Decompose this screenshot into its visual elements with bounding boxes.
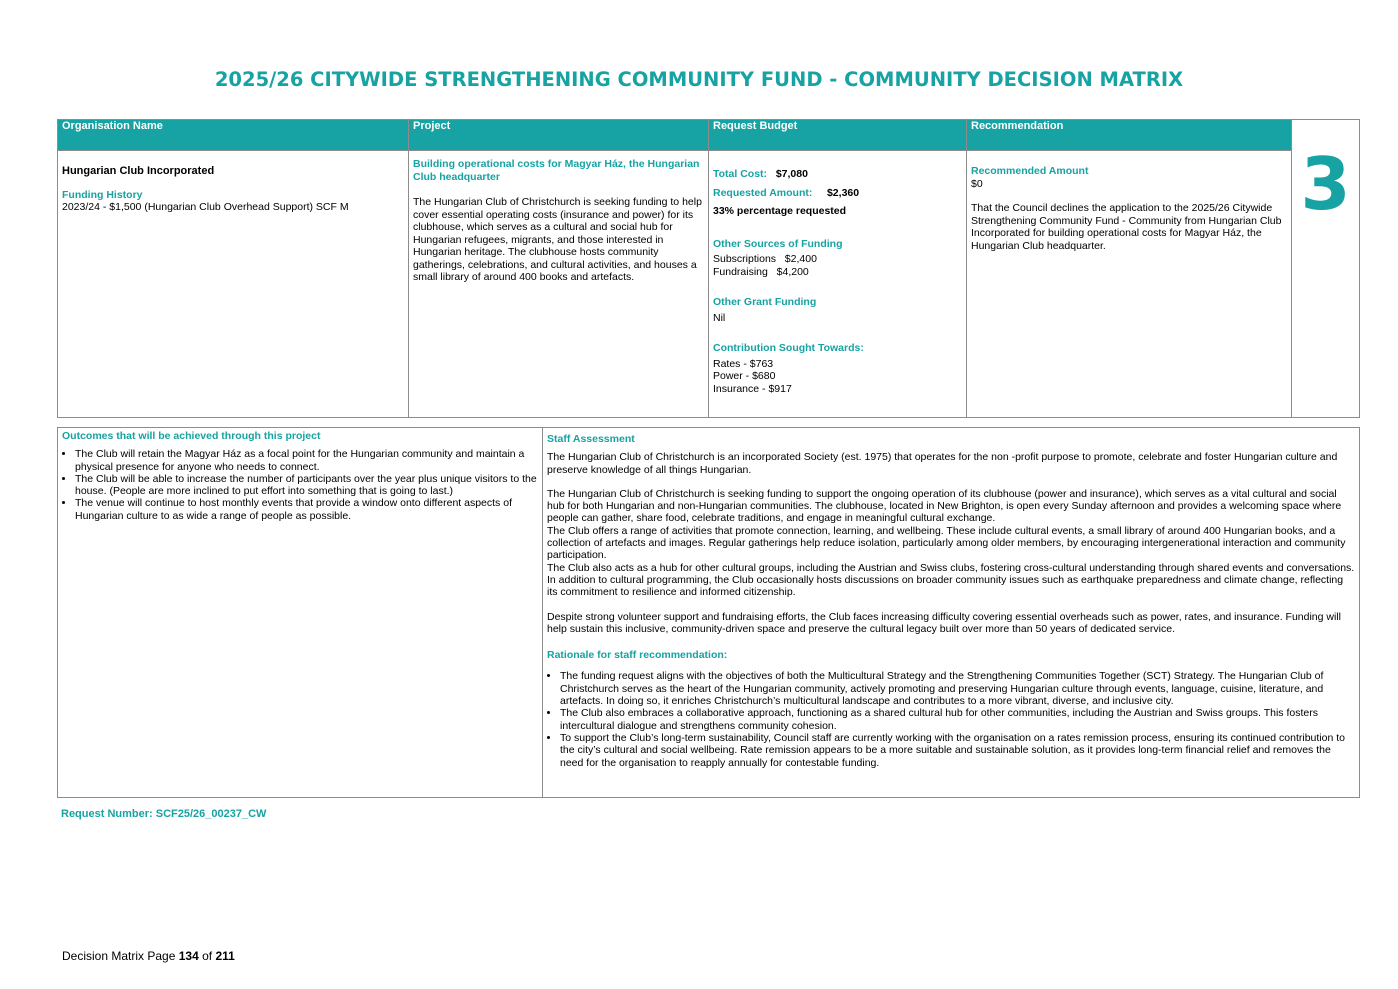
staff-paragraph: The Club also acts as a hub for other cultural groups, including the Austrian and Swiss clubs, fostering cross-cultural understanding through shared events and conversations. bbox=[547, 561, 1355, 574]
total-cost-label: Total Cost: bbox=[713, 168, 768, 180]
header-project: Project bbox=[409, 120, 709, 151]
staff-assessment-label: Staff Assessment bbox=[547, 433, 635, 445]
staff-assessment-cell bbox=[543, 428, 1360, 798]
staff-paragraph: Despite strong volunteer support and fundraising efforts, the Club faces increasing difficulty covering essential overheads such as power, rates, and insurance. Funding will help sustain this inclusive, community-driven space and preserve the cultural legacy built over more than 50 years of dedicated service. bbox=[547, 610, 1341, 635]
request-number: Request Number: SCF25/26_00237_CW bbox=[61, 808, 267, 820]
page-footer: Decision Matrix Page 134 of 211 bbox=[62, 949, 235, 963]
page-total: 211 bbox=[215, 949, 235, 963]
list-item: • The Club will retain the Magyar Ház as a focal point for the Hungarian community and maintain a physical presence for anyone who needs to connect. bbox=[75, 448, 538, 473]
total-cost-value: $7,080 bbox=[775, 168, 808, 180]
rank-number: 3 bbox=[1300, 142, 1351, 226]
funding-history: 2023/24 - $1,500 (Hungarian Club Overhead Support) SCF M bbox=[62, 201, 349, 213]
decision-matrix-table bbox=[57, 119, 1360, 418]
contribution-label: Contribution Sought Towards: bbox=[713, 342, 864, 354]
header-recommendation: Recommendation bbox=[967, 120, 1292, 151]
project-title: Building operational costs for Magyar Ház, the Hungarian Club headquarter bbox=[413, 158, 700, 183]
budget-cell bbox=[709, 151, 967, 418]
project-description: The Hungarian Club of Christchurch is seeking funding to help cover essential operating costs (insurance and power) for its clubhouse, which serves as a cultural and social hub for Hungarian refugees, migrants, and those interested in Hungarian heritage. The clubhouse hosts community gatherings, celebrations, and cultural activities, and houses a small library of around 400 books and artefacts. bbox=[413, 196, 702, 283]
header-organisation: Organisation Name bbox=[58, 120, 409, 151]
rank-cell bbox=[1292, 120, 1360, 418]
staff-paragraph: The Hungarian Club of Christchurch is seeking funding to support the ongoing operation of its clubhouse (power and insurance), which serves as a vital cultural and social hub for both Hungarian and non-Hungarian communities. The clubhouse, located in New Brighton, is open every Sunday afternoon and provides a welcoming space where people can gather, share food, celebrate traditions, and engage in meaningful cultural exchange. bbox=[547, 487, 1342, 525]
outcomes-label: Outcomes that will be achieved through this project bbox=[62, 430, 321, 442]
recommended-amount: $0 bbox=[971, 177, 983, 190]
staff-paragraph: The Club offers a range of activities that promote connection, learning, and wellbeing. These include cultural events, a small library of around 400 Hungarian books, and a collection of artefacts and images. Regular gatherings help reduce isolation, particularly among older members, by encouraging intergenerational interaction and community participation. bbox=[547, 524, 1346, 562]
percentage-requested: 33% percentage requested bbox=[713, 205, 847, 217]
list-item: • The Club will be able to increase the number of participants over the year plus unique visitors to the house. (People are more inclined to put effort into something that is going to last.) bbox=[75, 473, 538, 498]
organisation-name: Hungarian Club Incorporated bbox=[62, 165, 215, 177]
list-item: • The Club also embraces a collaborative approach, functioning as a shared cultural hub for other communities, including the Austrian and Swiss groups. This fosters intercultural dialogue and strengthens community cohesion. bbox=[560, 707, 1355, 732]
list-item: • The venue will continue to host monthly events that provide a window onto different aspects of Hungarian culture to as wide a range of people as possible. bbox=[75, 497, 538, 522]
contribution-item: Rates - $763 bbox=[713, 357, 774, 370]
staff-paragraph: In addition to cultural programming, the Club occasionally hosts discussions on broader community issues such as earthquake preparedness and climate change, reflecting its commitment to resilience and informed citizenship. bbox=[547, 573, 1344, 599]
other-source-item: Subscriptions $2,400 bbox=[713, 253, 817, 265]
organisation-cell bbox=[58, 151, 409, 418]
funding-history-label: Funding History bbox=[62, 188, 143, 201]
other-source-item: Fundraising $4,200 bbox=[713, 265, 809, 278]
outcomes-cell bbox=[58, 428, 543, 798]
contribution-item: Insurance - $917 bbox=[713, 382, 792, 395]
recommendation-cell bbox=[967, 151, 1292, 418]
list-item: • The funding request aligns with the objectives of both the Multicultural Strategy and the Strengthening Communities Together (SCT) Strategy. The Hungarian Club of Christchurch serves as the heart of the Hungarian community, actively promoting and preserving Hungarian culture through events, language, cuisine, literature, and artefacts. In doing so, it enriches Christchurch’s multicultural landscape and contributes to a more vibrant, diverse, and inclusive city. bbox=[560, 670, 1355, 707]
rationale-list bbox=[547, 670, 1355, 768]
requested-value: $2,360 bbox=[826, 186, 860, 199]
recommendation-text: That the Council declines the application to the 2025/26 Citywide Strengthening Community Fund - Community from Hungarian Club Incorporated for building operational costs for Magyar Ház, the Hungarian Club headquarter. bbox=[971, 202, 1282, 252]
other-grant-value: Nil bbox=[713, 311, 726, 324]
project-cell bbox=[409, 151, 709, 418]
outcomes-list bbox=[62, 448, 538, 522]
header-budget: Request Budget bbox=[709, 120, 967, 151]
list-item: • To support the Club’s long-term sustainability, Council staff are currently working with the organisation on a rates remission process, ensuring its continued contribution to the city’s cultural and social wellbeing. Rate remission appears to be a more suitable and sustainable solution, as it provides long-term financial relief and removes the need for the organisation to reapply annually for contestable funding. bbox=[560, 732, 1355, 769]
recommended-amount-label: Recommended Amount bbox=[971, 165, 1089, 177]
other-grant-label: Other Grant Funding bbox=[713, 296, 817, 308]
page-title: 2025/26 CITYWIDE STRENGTHENING COMMUNITY FUND - COMMUNITY DECISION MATRIX bbox=[214, 68, 1184, 91]
requested-label: Requested Amount: bbox=[713, 186, 813, 199]
contribution-item: Power - $680 bbox=[713, 370, 776, 382]
other-sources-label: Other Sources of Funding bbox=[713, 237, 843, 250]
assessment-table bbox=[57, 427, 1360, 798]
staff-paragraph: The Hungarian Club of Christchurch is an incorporated Society (est. 1975) that operates for the non -profit purpose to promote, celebrate and foster Hungarian culture and preserve knowledge of all things Hungarian. bbox=[547, 451, 1338, 476]
page-number: 134 bbox=[178, 949, 199, 963]
rationale-label: Rationale for staff recommendation: bbox=[547, 649, 728, 662]
